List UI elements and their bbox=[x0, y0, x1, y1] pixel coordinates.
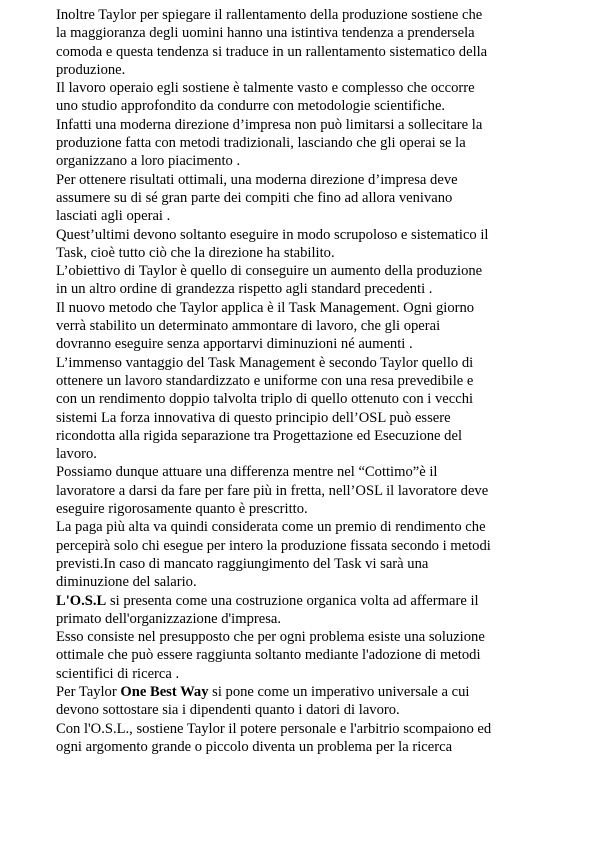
text-line: Per ottenere risultati ottimali, una moderna direzione d’impresa deve bbox=[56, 171, 458, 188]
text-line: dovranno eseguire senza apportarvi diminuzioni né aumenti . bbox=[56, 336, 413, 353]
paragraph-13 bbox=[56, 683, 542, 720]
text-line: lavoratore a darsi da fare per fare più in fretta, nell’OSL il lavoratore deve bbox=[56, 482, 489, 499]
text-line: produzione fatta con metodi tradizionali, lasciando che gli operai se la bbox=[56, 135, 466, 152]
text-line: devono sottostare sia i dipendenti quanto i datori di lavoro. bbox=[56, 702, 400, 719]
text-line: Inoltre Taylor per spiegare il rallentamento della produzione sostiene che bbox=[56, 7, 483, 23]
text-line: con un rendimento doppio talvolta triplo di quello ottenuto con i vecchi bbox=[56, 391, 474, 408]
text-line: percepirà solo chi esegue per intero la produzione fissata secondo i metodi bbox=[56, 537, 491, 554]
text-line bbox=[56, 593, 479, 609]
text-line: uno studio approfondito da condurre con metodologie scientifiche. bbox=[56, 98, 446, 115]
text-line: in un altro ordine di grandezza rispetto agli standard precedenti . bbox=[56, 281, 433, 298]
text-line: ottenere un lavoro standardizzato e uniforme con una resa prevedibile e bbox=[56, 372, 474, 389]
text-line: sistemi La forza innovativa di questo principio dell’OSL può essere bbox=[56, 409, 451, 426]
paragraph-12 bbox=[56, 628, 542, 683]
paragraph-1 bbox=[56, 6, 542, 79]
text-line: ottimale che può essere raggiunta soltanto mediante l'adozione di metodi bbox=[56, 647, 481, 664]
text-line: Il nuovo metodo che Taylor applica è il Task Management. Ogni giorno bbox=[56, 299, 475, 316]
text-line: diminuzione del salario. bbox=[56, 574, 197, 591]
text-line: eseguire rigorosamente quanto è prescritto. bbox=[56, 501, 308, 518]
text-line: organizzano a loro piacimento . bbox=[56, 153, 241, 170]
text-fragment: Per Taylor bbox=[56, 683, 121, 700]
paragraph-11 bbox=[56, 592, 542, 629]
paragraph-6 bbox=[56, 262, 542, 299]
paragraph-8 bbox=[56, 354, 542, 464]
paragraph-4 bbox=[56, 171, 542, 226]
text-line: ogni argomento grande o piccolo diventa un problema per la ricerca bbox=[56, 738, 453, 755]
text-fragment: si pone come un imperativo universale a cui bbox=[208, 683, 470, 700]
text-line: scientifici di ricerca . bbox=[56, 665, 180, 682]
bold-term-osl: L'O.S.L bbox=[56, 592, 107, 609]
text-line: Il lavoro operaio egli sostiene è talmente vasto e complesso che occorre bbox=[56, 80, 475, 97]
text-line: Task, cioè tutto ciò che la direzione ha stabilito. bbox=[56, 244, 335, 261]
text-line: La paga più alta va quindi considerata come un premio di rendimento che bbox=[56, 519, 486, 536]
text-line: ricondotta alla rigida separazione tra Progettazione ed Esecuzione del bbox=[56, 427, 463, 444]
text-line: comoda e questa tendenza si traduce in un rallentamento sistematico della bbox=[56, 43, 488, 60]
text-line: L’immenso vantaggio del Task Management è secondo Taylor quello di bbox=[56, 354, 474, 371]
paragraph-5 bbox=[56, 226, 542, 263]
text-line: verrà stabilito un determinato ammontare di lavoro, che gli operai bbox=[56, 318, 441, 335]
text-line: Con l'O.S.L., sostiene Taylor il potere personale e l'arbitrio scompaiono ed bbox=[56, 720, 492, 737]
text-line: Quest’ultimi devono soltanto eseguire in modo scrupoloso e sistematico il bbox=[56, 226, 489, 243]
text-line: la maggioranza degli uomini hanno una istintiva tendenza a prendersela bbox=[56, 25, 475, 42]
text-line: Esso consiste nel presupposto che per ogni problema esiste una soluzione bbox=[56, 629, 485, 646]
paragraph-7 bbox=[56, 299, 542, 354]
paragraph-10 bbox=[56, 518, 542, 591]
text-line: Infatti una moderna direzione d’impresa non può limitarsi a sollecitare la bbox=[56, 116, 483, 133]
text-fragment: si presenta come una costruzione organica volta ad affermare il bbox=[106, 592, 479, 609]
text-line: primato dell'organizzazione d'impresa. bbox=[56, 610, 282, 627]
text-line: lavoro. bbox=[56, 446, 97, 463]
text-line: lasciati agli operai . bbox=[56, 208, 171, 225]
paragraph-3 bbox=[56, 116, 542, 171]
paragraph-2 bbox=[56, 79, 542, 116]
text-line bbox=[56, 684, 470, 700]
text-line: previsti.In caso di mancato raggiungimento del Task vi sarà una bbox=[56, 555, 429, 572]
text-line: L’obiettivo di Taylor è quello di conseguire un aumento della produzione bbox=[56, 263, 483, 280]
paragraph-14 bbox=[56, 720, 542, 757]
bold-term-one-best-way: One Best Way bbox=[120, 683, 209, 700]
text-line: Possiamo dunque attuare una differenza mentre nel “Cottimo”è il bbox=[56, 464, 438, 481]
paragraph-9 bbox=[56, 463, 542, 518]
text-line: produzione. bbox=[56, 61, 126, 78]
document-page bbox=[56, 6, 542, 756]
text-line: assumere su di sé gran parte dei compiti che fino ad allora venivano bbox=[56, 189, 453, 206]
